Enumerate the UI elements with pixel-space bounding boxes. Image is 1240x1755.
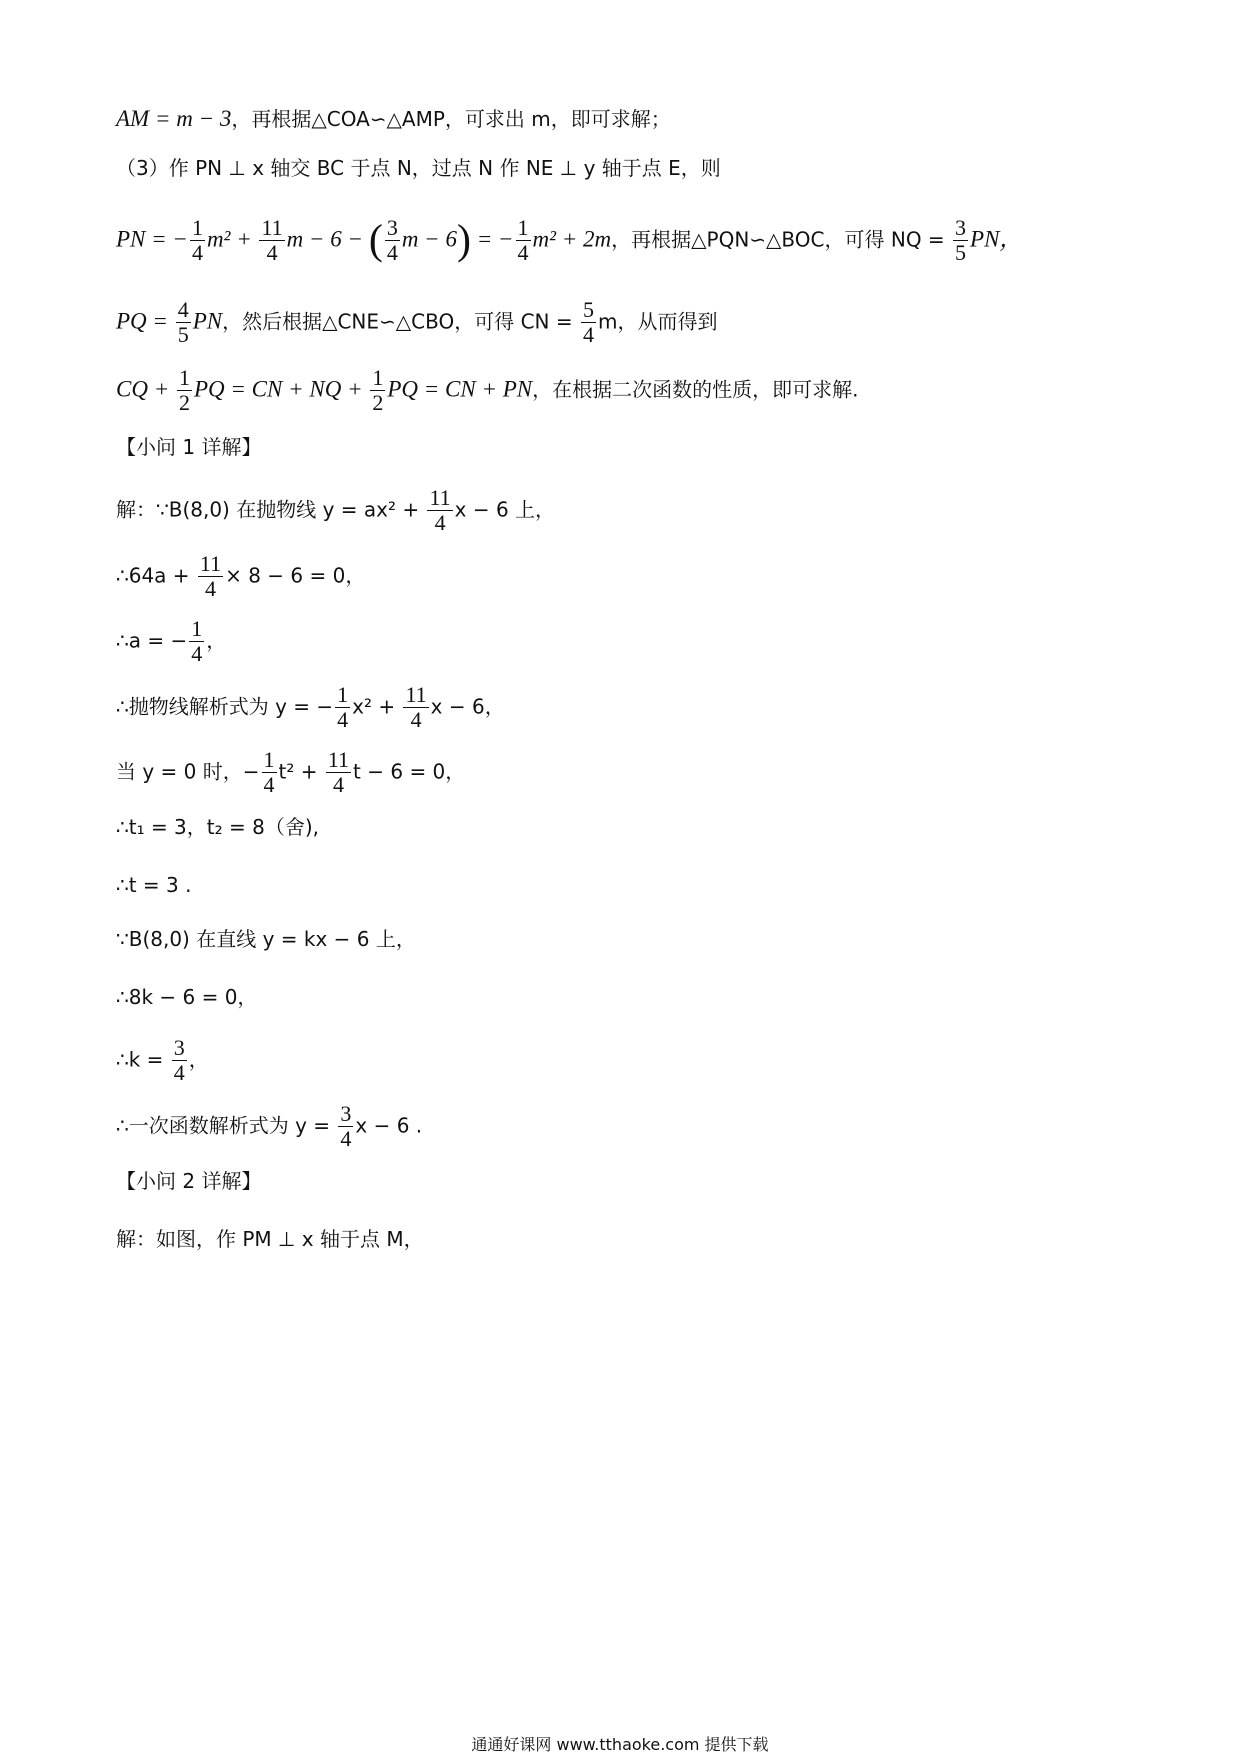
solution-line-2 xyxy=(116,552,365,601)
text: ∴t₁ = 3，t₂ = 8（舍), xyxy=(116,815,319,839)
fraction: $\frac{1}{4}$ xyxy=(191,215,203,265)
fraction: $\frac{5}{4}$ xyxy=(583,297,594,347)
text: 解：如图，作 PM ⊥ x 轴于点 M， xyxy=(116,1227,424,1251)
solution-line-6 xyxy=(116,812,319,843)
fraction: $\frac{3}{4}$ xyxy=(386,215,398,265)
text: ∴k = xyxy=(116,1047,170,1072)
analysis-line-4 xyxy=(116,298,717,347)
fraction: $\frac{1}{4}$ xyxy=(517,215,529,265)
text: ∴一次函数解析式为 y = xyxy=(116,1113,337,1138)
solution-line-7 xyxy=(116,870,191,901)
text: m，从而得到 xyxy=(598,309,718,334)
solution-line-1 xyxy=(116,486,555,535)
solution-line-11 xyxy=(116,1102,422,1151)
math-expression: m − 6 − xyxy=(286,226,369,252)
math-expression: m² + 2m xyxy=(532,226,612,252)
text: ，在根据二次函数的性质，即可求解. xyxy=(532,377,859,402)
text: 当 y = 0 时，− xyxy=(116,759,260,784)
text: x − 6 上， xyxy=(454,497,556,522)
left-paren: ( xyxy=(368,217,383,264)
solution-line-8 xyxy=(116,924,416,955)
fraction: $\frac{3}{5}$ xyxy=(955,215,967,265)
analysis-line-2 xyxy=(116,153,721,184)
fraction: $\frac{11}{4}$ xyxy=(429,485,451,535)
fraction: $\frac{4}{5}$ xyxy=(177,297,189,347)
math-expression: PN = − xyxy=(116,226,188,252)
fraction: $\frac{1}{4}$ xyxy=(337,682,349,732)
text: ∵B(8,0) 在直线 y = kx − 6 上， xyxy=(116,927,416,951)
text: ∴a = − xyxy=(116,628,188,653)
analysis-line-3 xyxy=(116,216,1022,265)
solution-line-3 xyxy=(116,617,226,666)
fraction: $\frac{11}{4}$ xyxy=(327,747,350,797)
text: （3）作 PN ⊥ x 轴交 BC 于点 N，过点 N 作 NE ⊥ y 轴于点 E，则 xyxy=(116,156,721,180)
text: t² + xyxy=(278,759,324,784)
solution-line-5 xyxy=(116,748,465,797)
text: × 8 − 6 = 0， xyxy=(225,563,366,588)
math-expression: CQ + xyxy=(116,376,175,402)
math-expression: AM = m − 3 xyxy=(116,106,232,131)
solution-line-9 xyxy=(116,982,257,1013)
fraction: $\frac{1}{4}$ xyxy=(191,616,203,666)
math-expression: PQ = CN + PN xyxy=(387,376,533,402)
text: ∴64a + xyxy=(116,563,196,588)
math-expression: PN， xyxy=(970,226,1023,252)
text: 解：∵B(8,0) 在抛物线 y = ax² + xyxy=(116,497,426,522)
heading-text: 【小问 2 详解】 xyxy=(116,1169,262,1193)
text: ∴抛物线解析式为 y = − xyxy=(116,694,334,719)
text: ，再根据△COA∽△AMP，可求出 m，即可求解； xyxy=(231,107,671,131)
math-expression: PQ = xyxy=(116,308,174,334)
text: x − 6， xyxy=(430,694,505,719)
fraction: $\frac{1}{2}$ xyxy=(372,365,384,415)
section-heading-part2 xyxy=(116,1166,261,1197)
fraction: $\frac{3}{4}$ xyxy=(340,1101,352,1151)
section-heading-part1 xyxy=(116,432,261,463)
solution-line-10 xyxy=(116,1036,209,1085)
math-expression: PQ = CN + NQ + xyxy=(193,376,369,402)
math-expression: PN xyxy=(192,308,223,334)
fraction: $\frac{1}{4}$ xyxy=(263,747,275,797)
math-expression: = − xyxy=(470,226,514,252)
solution-line-4 xyxy=(116,683,505,732)
right-paren: ) xyxy=(456,217,471,264)
text: ， xyxy=(188,1047,209,1072)
analysis-line-1 xyxy=(116,104,671,135)
fraction: $\frac{11}{4}$ xyxy=(261,215,283,265)
text: ，然后根据△CNE∽△CBO，可得 CN = xyxy=(222,309,579,334)
analysis-line-5 xyxy=(116,366,858,415)
text: t − 6 = 0， xyxy=(353,759,466,784)
footer-watermark: 通通好课网 www.tthaoke.com 提供下载 xyxy=(471,1735,769,1754)
text: ，再根据△PQN∽△BOC，可得 NQ = xyxy=(611,227,952,252)
fraction: $\frac{11}{4}$ xyxy=(405,682,427,732)
text: ∴t = 3 . xyxy=(116,873,192,897)
fraction: $\frac{1}{2}$ xyxy=(178,365,190,415)
heading-text: 【小问 1 详解】 xyxy=(116,435,262,459)
solution-part2-line-1 xyxy=(116,1224,424,1255)
text: x² + xyxy=(352,694,402,719)
math-expression: m − 6 xyxy=(401,226,457,252)
text: ， xyxy=(206,628,227,653)
text: x − 6 . xyxy=(355,1113,423,1138)
fraction: $\frac{11}{4}$ xyxy=(199,551,222,601)
math-expression: m² + xyxy=(206,226,258,252)
text: ∴8k − 6 = 0， xyxy=(116,985,258,1009)
fraction: $\frac{3}{4}$ xyxy=(173,1035,185,1085)
